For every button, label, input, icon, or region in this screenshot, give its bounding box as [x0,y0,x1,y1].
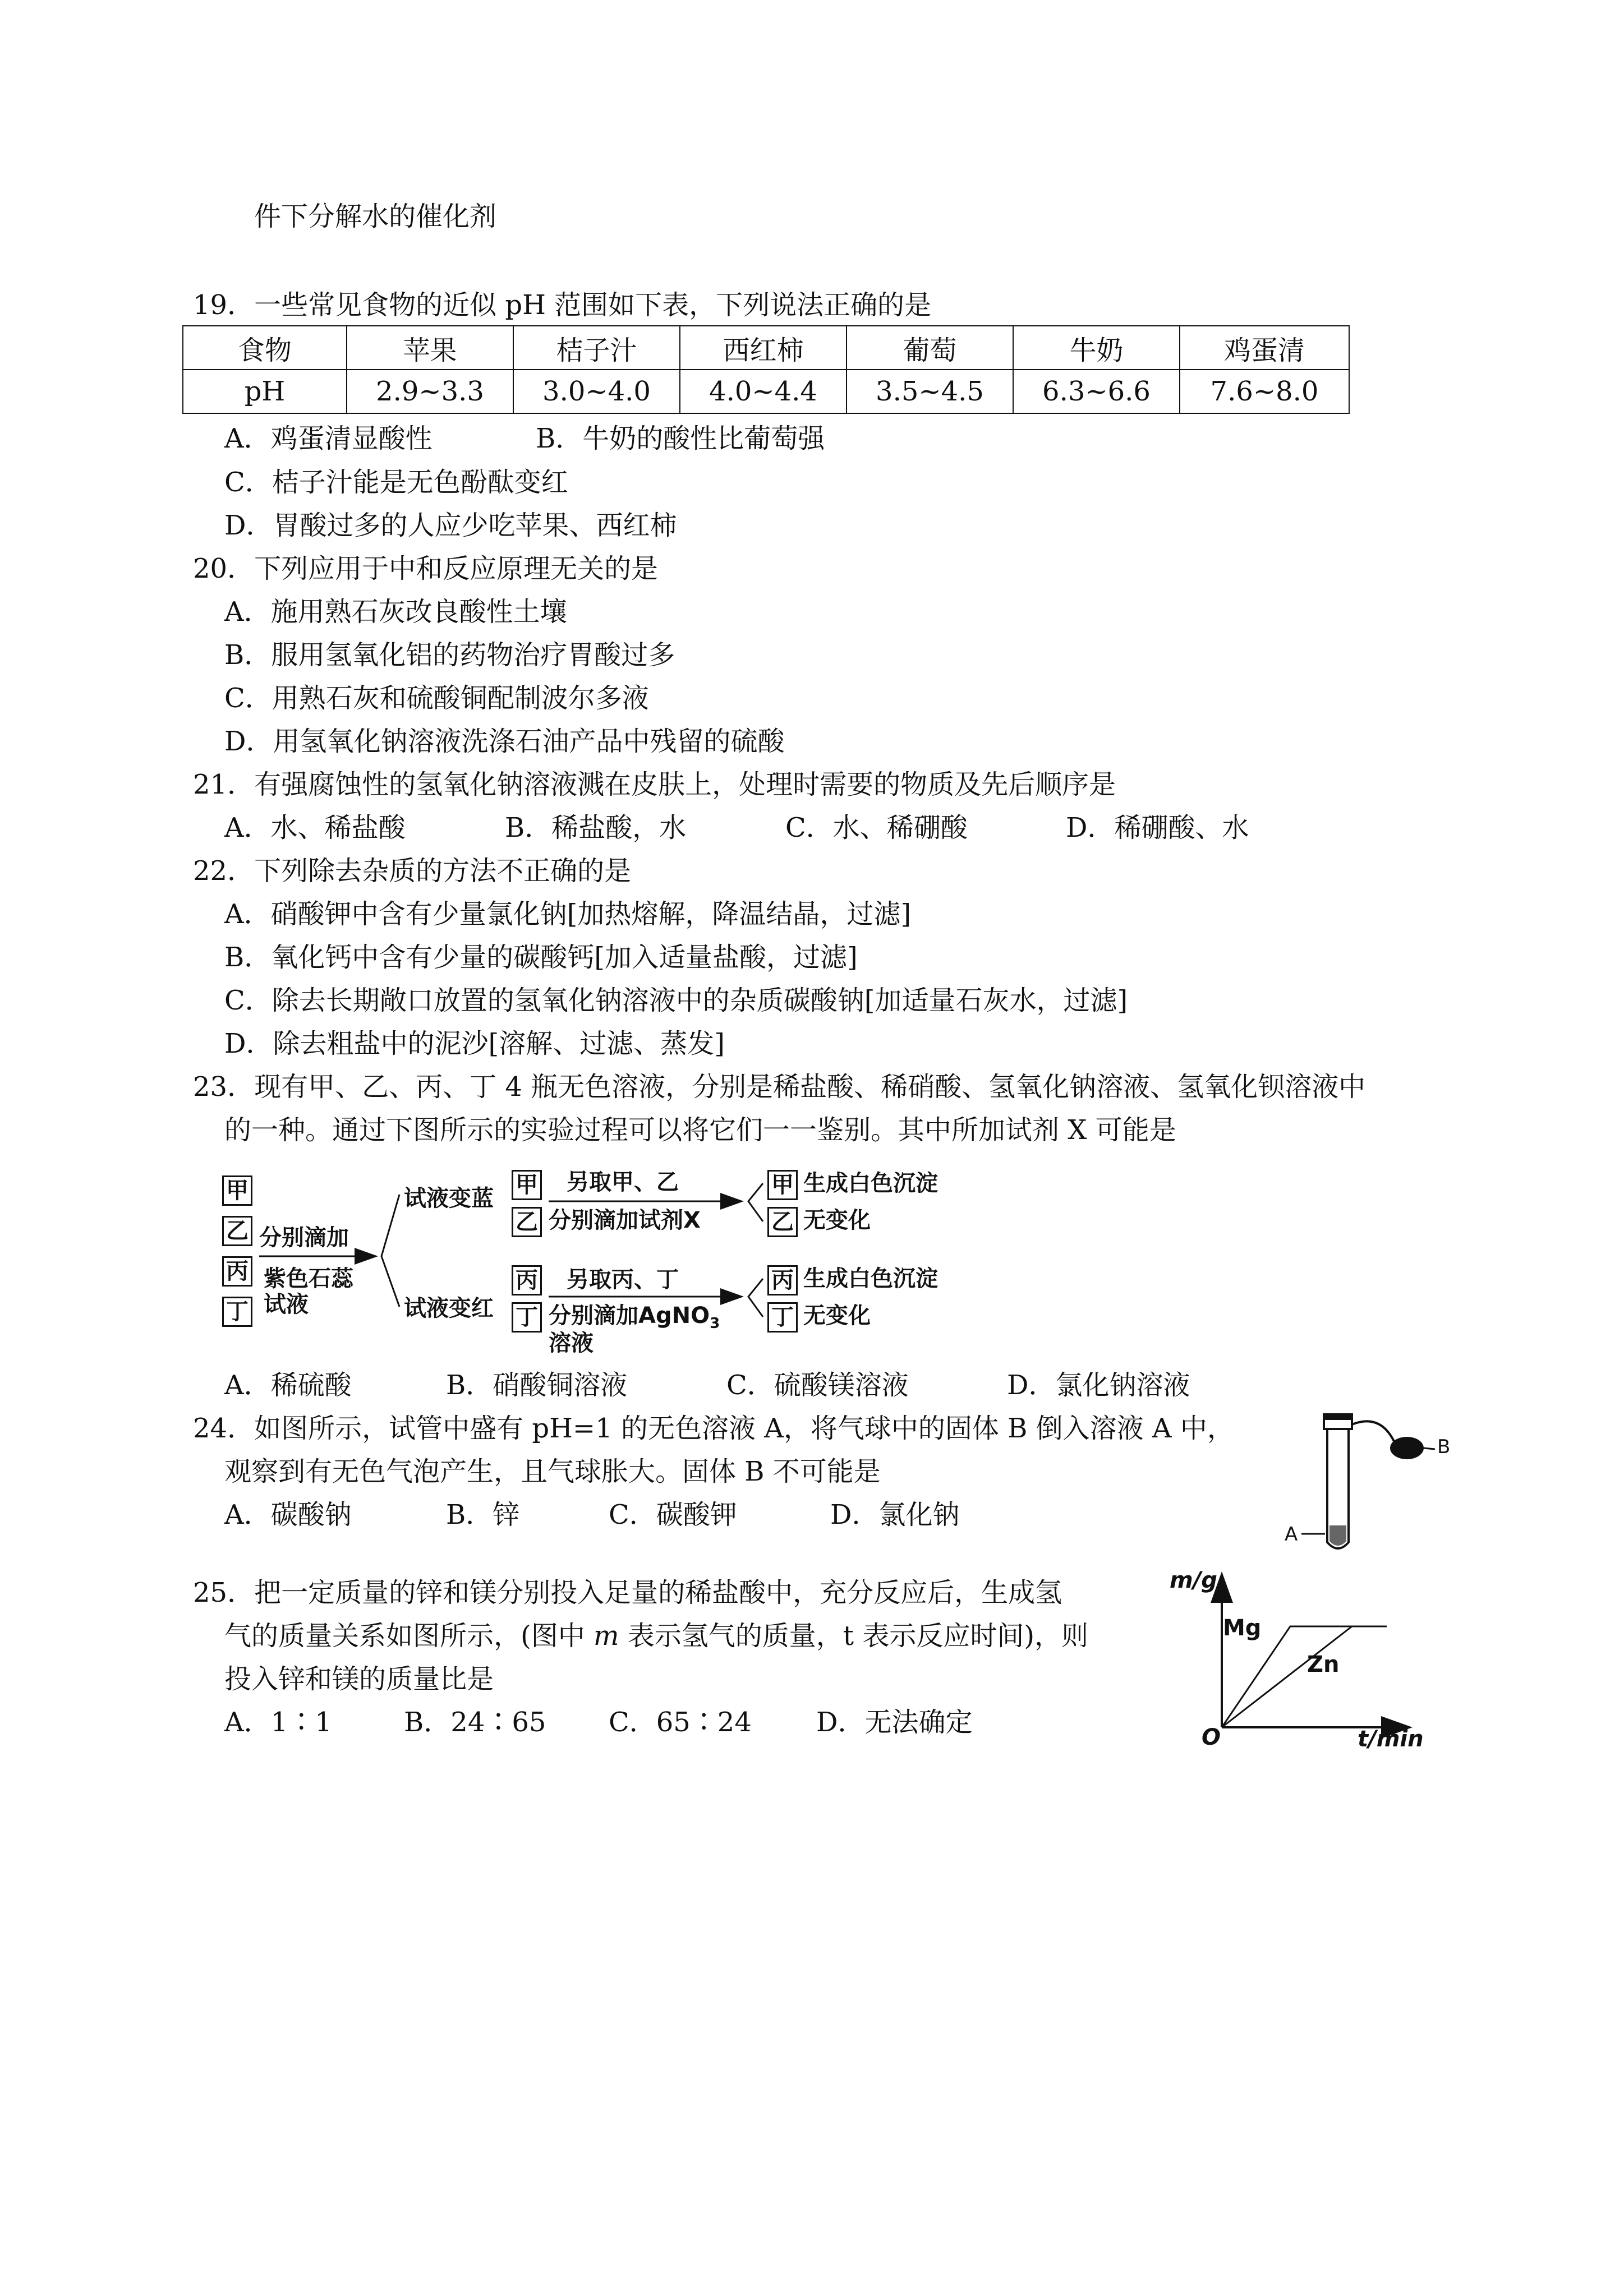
tube-label-a: A [1285,1523,1298,1546]
tube-label-b: B [1437,1436,1451,1458]
q24-option-a: A．碳酸钠 [224,1499,352,1530]
label-no-change-1: 无变化 [803,1207,871,1233]
q23-option-b: B．硝酸铜溶液 [446,1370,628,1401]
ph-table-cell: 牛奶 [1013,326,1180,370]
box-bing-2: 丙 [512,1265,542,1295]
ph-table-header-row [183,326,1349,370]
label-solution: 溶液 [549,1330,594,1356]
box-jia-2: 甲 [512,1170,542,1200]
label-take-jia-yi: 另取甲、乙 [567,1169,679,1195]
box-bing: 丙 [222,1256,252,1287]
branch-bracket-2 [748,1183,763,1221]
q21-stem: 21．有强腐蚀性的氢氧化钠溶液溅在皮肤上，处理时需要的物质及先后顺序是 [193,769,1116,800]
ph-table-cell: 3.5~4.5 [846,370,1013,413]
q25-stem-line1: 25．把一定质量的锌和镁分别投入足量的稀盐酸中，充分反应后，生成氢 [193,1577,1062,1608]
box-yi-2: 乙 [512,1207,542,1237]
q24-option-d: D．氯化钠 [830,1499,960,1530]
q24-stem-line1: 24．如图所示，试管中盛有 pH=1 的无色溶液 A，将气球中的固体 B 倒入溶液 A 中， [193,1413,1234,1444]
q18-tail: 件下分解水的催化剂 [254,201,497,232]
q20-option-b: B．服用氢氧化铝的药物治疗胃酸过多 [224,639,675,671]
q23-stem-line2: 的一种。通过下图所示的实验过程可以将它们一一鉴别。其中所加试剂 X 可能是 [224,1114,1176,1146]
graph-x-label: t/min [1358,1726,1424,1752]
ph-table-cell: 苹果 [347,326,513,370]
ph-table-cell: 鸡蛋清 [1180,326,1349,370]
box-ding-3: 丁 [767,1302,798,1333]
q22-option-a: A．硝酸钾中含有少量氯化钠[加热熔解，降温结晶，过滤] [224,898,912,930]
box-yi: 乙 [222,1216,252,1246]
mg-curve [1222,1626,1387,1727]
q23-stem-line1: 23．现有甲、乙、丙、丁 4 瓶无色溶液，分别是稀盐酸、稀硝酸、氢氧化钠溶液、氢氧化钡溶液中 [193,1071,1366,1103]
q21-option-a: A．水、稀盐酸 [224,812,406,843]
q22-option-b: B．氧化钙中含有少量的碳酸钙[加入适量盐酸，过滤] [224,942,858,973]
q25-option-d: D．无法确定 [816,1707,973,1738]
ph-table-cell: 西红柿 [680,326,846,370]
branch-bracket-1 [381,1195,399,1307]
ph-table-cell: 3.0~4.0 [513,370,680,413]
label-litmus-2: 试液 [264,1292,309,1317]
q20-stem: 20．下列应用于中和反应原理无关的是 [193,553,659,584]
q22-option-d: D．除去粗盐中的泥沙[溶解、过滤、蒸发] [224,1028,725,1059]
box-bing-3: 丙 [767,1265,798,1295]
q25-stem-line2: 气的质量关系如图所示，(图中 m 表示氢气的质量，t 表示反应时间)，则 [224,1620,1089,1652]
ph-table-cell: 4.0~4.4 [680,370,846,413]
label-add-agno3: 分别滴加AgNO$_3$ [549,1303,720,1332]
ph-table-cell: 6.3~6.6 [1013,370,1180,413]
label-white-precipitate-2: 生成白色沉淀 [803,1266,938,1292]
ph-table-value-row [183,370,1349,413]
label-turns-blue: 试液变蓝 [404,1186,494,1211]
label-add-reagent-x: 分别滴加试剂X [549,1207,701,1233]
q25-option-b: B．24∶65 [404,1707,546,1738]
q22-stem: 22．下列除去杂质的方法不正确的是 [193,855,632,887]
q19-option-d: D．胃酸过多的人应少吃苹果、西红柿 [224,510,677,541]
label-white-precipitate-1: 生成白色沉淀 [803,1170,938,1196]
q25-option-c: C．65∶24 [609,1707,752,1738]
graph-zn-label: Zn [1307,1652,1340,1677]
box-jia-3: 甲 [767,1170,798,1200]
box-ding: 丁 [222,1297,252,1327]
q20-option-d: D．用氢氧化钠溶液洗涤石油产品中残留的硫酸 [224,726,785,757]
label-litmus-1: 紫色石蕊 [264,1266,353,1292]
q23-option-d: D．氯化钠溶液 [1007,1370,1190,1401]
label-turns-red: 试液变红 [404,1295,494,1321]
q25-stem-line3: 投入锌和镁的质量比是 [224,1663,494,1695]
q24-option-b: B．锌 [446,1499,520,1530]
ph-table-cell: 桔子汁 [513,326,680,370]
q22-option-c: C．除去长期敞口放置的氢氧化钠溶液中的杂质碳酸钠[加适量石灰水，过滤] [224,985,1128,1016]
q21-option-b: B．稀盐酸，水 [505,812,687,843]
q23-option-a: A．稀硫酸 [224,1370,352,1401]
q19-option-b: B．牛奶的酸性比葡萄强 [536,423,825,454]
ph-table-cell: 葡萄 [846,326,1013,370]
label-take-bing-ding: 另取丙、丁 [567,1267,679,1293]
q20-option-a: A．施用熟石灰改良酸性土壤 [224,596,567,628]
q19-stem: 19．一些常见食物的近似 pH 范围如下表，下列说法正确的是 [193,289,932,321]
graph-mg-label: Mg [1223,1615,1262,1641]
q20-option-c: C．用熟石灰和硫酸铜配制波尔多液 [224,683,649,714]
box-ding-2: 丁 [512,1302,542,1333]
q25-option-a: A．1∶1 [224,1707,332,1738]
box-jia: 甲 [222,1175,252,1206]
q19-option-a: A．鸡蛋清显酸性 [224,423,433,454]
ph-table-cell: 7.6~8.0 [1180,370,1349,413]
branch-bracket-3 [748,1279,763,1317]
label-add-dropwise: 分别滴加 [259,1225,349,1251]
label-no-change-2: 无变化 [803,1303,871,1329]
q19-option-c: C．桔子汁能是无色酚酞变红 [224,467,568,498]
test-tube-figure [1285,1413,1464,1559]
ph-table-cell: 食物 [183,326,347,370]
q23-option-c: C．硫酸镁溶液 [726,1370,909,1401]
box-yi-3: 乙 [767,1207,798,1237]
q24-stem-line2: 观察到有无色气泡产生，且气球胀大。固体 B 不可能是 [224,1456,881,1487]
ph-table-cell: pH [183,370,347,413]
q21-option-d: D．稀硼酸、水 [1066,812,1249,843]
graph-origin-label: O [1202,1725,1221,1750]
ph-table [182,325,1350,414]
q24-option-c: C．碳酸钾 [609,1499,737,1530]
graph-y-label: m/g [1170,1567,1217,1593]
ph-table-cell: 2.9~3.3 [347,370,513,413]
q21-option-c: C．水、稀硼酸 [785,812,968,843]
